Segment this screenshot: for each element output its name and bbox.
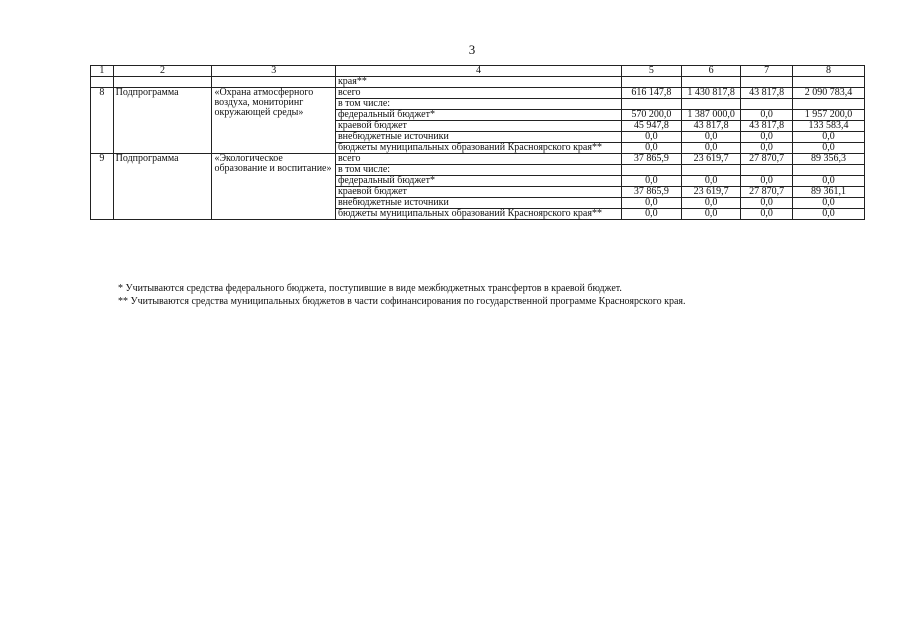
amount-cell: 0,0 [622,209,682,220]
amount-cell: 0,0 [741,198,792,209]
amount-cell [792,165,864,176]
program-name: «Экологическое образование и воспитание» [212,154,336,220]
amount-cell: 0,0 [681,176,741,187]
amount-cell: 0,0 [792,209,864,220]
amount-cell [622,99,682,110]
amount-cell: 37 865,9 [622,187,682,198]
column-header: 6 [681,66,741,77]
column-header: 1 [91,66,114,77]
header-row [91,66,865,77]
source-label: всего [335,154,621,165]
amount-cell: 0,0 [792,132,864,143]
source-label: в том числе: [335,165,621,176]
amount-cell: 27 870,7 [741,154,792,165]
source-label: федеральный бюджет* [335,110,621,121]
page-number: 3 [468,42,476,57]
footnotes [118,282,878,308]
column-header: 8 [792,66,864,77]
amount-cell: 0,0 [681,143,741,154]
column-header: 4 [335,66,621,77]
amount-cell: 0,0 [792,143,864,154]
amount-cell: 0,0 [741,132,792,143]
amount-cell: 89 356,3 [792,154,864,165]
amount-cell [741,165,792,176]
amount-cell: 0,0 [681,209,741,220]
amount-cell: 0,0 [622,198,682,209]
column-header: 5 [622,66,682,77]
source-label: в том числе: [335,99,621,110]
amount-cell: 0,0 [681,198,741,209]
amount-cell: 1 430 817,8 [681,88,741,99]
amount-cell: 0,0 [792,198,864,209]
footnote: ** Учитываются средства муниципальных бюджетов в части софинансирования по государственной программе Красноярского края. [118,296,686,307]
amount-cell: 27 870,7 [741,187,792,198]
amount-cell: 133 583,4 [792,121,864,132]
column-header: 2 [113,66,212,77]
table-body [91,77,865,220]
footnote: * Учитываются средства федерального бюджета, поступившие в виде межбюджетных трансфертов в краевой бюджет. [118,283,622,294]
program-type: Подпрограмма [113,154,212,220]
amount-cell: 43 817,8 [741,88,792,99]
amount-cell: 0,0 [741,176,792,187]
amount-cell: 89 361,1 [792,187,864,198]
column-header: 7 [741,66,792,77]
source-label: бюджеты муниципальных образований Красноярского края** [335,143,621,154]
amount-cell: 0,0 [622,132,682,143]
amount-cell: 2 090 783,4 [792,88,864,99]
table-row [91,88,865,99]
amount-cell: 0,0 [681,132,741,143]
source-label: бюджеты муниципальных образований Красноярского края** [335,209,621,220]
table-row [91,154,865,165]
continuation-row [91,77,865,88]
amount-cell [792,99,864,110]
amount-cell: 0,0 [741,110,792,121]
amount-cell: 0,0 [741,209,792,220]
program-index: 8 [91,88,114,154]
amount-cell: 0,0 [792,176,864,187]
source-label: краевой бюджет [335,121,621,132]
amount-cell: 23 619,7 [681,154,741,165]
program-type: Подпрограмма [113,88,212,154]
amount-cell: 1 387 000,0 [681,110,741,121]
amount-cell: 37 865,9 [622,154,682,165]
amount-cell [622,165,682,176]
source-label: внебюджетные источники [335,132,621,143]
amount-cell [681,165,741,176]
amount-cell: 0,0 [741,143,792,154]
source-label: федеральный бюджет* [335,176,621,187]
program-name: «Охрана атмосферного воздуха, мониторинг окружающей среды» [212,88,336,154]
amount-cell [681,99,741,110]
source-label: краевой бюджет [335,187,621,198]
amount-cell: 43 817,8 [681,121,741,132]
amount-cell: 23 619,7 [681,187,741,198]
amount-cell: 570 200,0 [622,110,682,121]
amount-cell: 45 947,8 [622,121,682,132]
amount-cell: 0,0 [622,176,682,187]
amount-cell: 1 957 200,0 [792,110,864,121]
source-label: всего [335,88,621,99]
amount-cell: 0,0 [622,143,682,154]
source-label: внебюджетные источники [335,198,621,209]
program-index: 9 [91,154,114,220]
column-header: 3 [212,66,336,77]
source-label: края** [335,77,621,88]
amount-cell [741,99,792,110]
budget-table [90,65,865,220]
amount-cell: 616 147,8 [622,88,682,99]
amount-cell: 43 817,8 [741,121,792,132]
